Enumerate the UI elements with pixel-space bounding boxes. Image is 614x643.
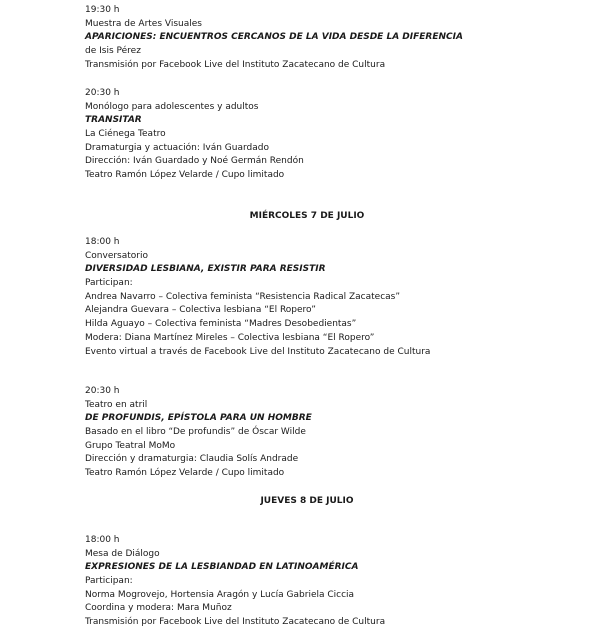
event-time: 18:00 h [85, 237, 120, 247]
event-detail: Evento virtual a través de Facebook Live del Instituto Zacatecano de Cultura [85, 346, 431, 357]
event-detail: Transmisión por Facebook Live del Instituto Zacatecano de Cultura [85, 59, 386, 70]
event-type: Conversatorio [85, 250, 149, 261]
event-detail: Dramaturgia y actuación: Iván Guardado [85, 142, 269, 153]
event-time: 19:30 h [85, 5, 120, 15]
event-detail: Basado en el libro “De profundis” de Óscar Wilde [85, 427, 306, 438]
event-detail: Alejandra Guevara – Colectiva lesbiana “El Ropero” [85, 305, 316, 316]
event-detail: Teatro Ramón López Velarde / Cupo limitado [85, 170, 285, 181]
event-type: Teatro en atril [85, 399, 148, 410]
event-time: 18:00 h [85, 535, 120, 545]
event-detail: Grupo Teatral MoMo [85, 440, 176, 451]
event-detail: Andrea Navarro – Colectiva feminista “Resistencia Radical Zacatecas” [85, 291, 401, 302]
event-time: 20:30 h [85, 386, 120, 396]
event-detail: Participan: [85, 278, 133, 289]
event-time: 20:30 h [85, 88, 120, 98]
event-type: Mesa de Diálogo [85, 548, 160, 559]
event-detail: La Ciénega Teatro [85, 129, 166, 140]
event-title: DE PROFUNDIS, EPÍSTOLA PARA UN HOMBRE [85, 413, 312, 424]
event-block [85, 87, 605, 183]
event-type: Monólogo para adolescentes y adultos [85, 101, 259, 112]
day-heading: MIÉRCOLES 7 DE JULIO [249, 211, 365, 221]
event-detail: Norma Mogrovejo, Hortensia Aragón y Lucía Gabriela Ciccia [85, 589, 355, 600]
event-type: Muestra de Artes Visuales [85, 18, 202, 29]
event-detail: Hilda Aguayo – Colectiva feminista “Madres Desobedientas” [85, 319, 357, 330]
event-title: DIVERSIDAD LESBIANA, EXISTIR PARA RESISTIR [85, 264, 326, 275]
day-heading: JUEVES 8 DE JULIO [260, 496, 354, 506]
event-detail: Dirección: Iván Guardado y Noé Germán Rendón [85, 156, 304, 167]
event-detail: Coordina y modera: Mara Muñoz [85, 603, 232, 614]
event-block [85, 236, 605, 359]
event-title: APARICIONES: ENCUENTROS CERCANOS DE LA VIDA DESDE LA DIFERENCIA [85, 32, 463, 43]
event-detail: Teatro Ramón López Velarde / Cupo limitado [85, 468, 285, 479]
event-block [85, 385, 605, 481]
event-detail: Dirección y dramaturgia: Claudia Solís Andrade [85, 454, 299, 465]
event-block [85, 534, 605, 630]
event-detail: de Isis Pérez [85, 46, 141, 57]
event-title: TRANSITAR [85, 115, 142, 126]
event-block [85, 4, 605, 72]
event-title: EXPRESIONES DE LA LESBIANDAD EN LATINOAMÉRICA [85, 562, 359, 573]
event-detail: Modera: Diana Martínez Mireles – Colectiva lesbiana “El Ropero” [85, 332, 375, 343]
event-detail: Participan: [85, 576, 133, 587]
event-detail: Transmisión por Facebook Live del Instituto Zacatecano de Cultura [85, 617, 386, 628]
